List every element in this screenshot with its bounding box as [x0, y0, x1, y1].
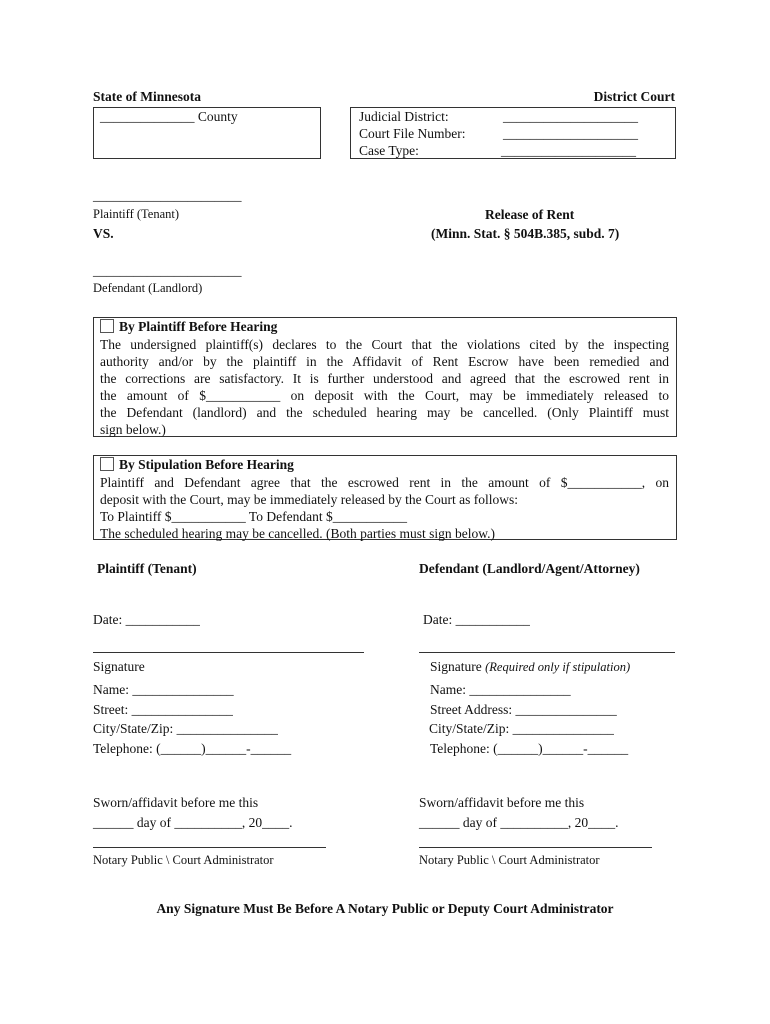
- option-stipulation-box: [93, 455, 677, 540]
- plaintiff-street-field[interactable]: Street: _______________: [93, 702, 233, 717]
- county-box: [93, 107, 321, 159]
- defendant-phone-field[interactable]: Telephone: (______)______-______: [430, 741, 629, 756]
- plaintiff-sworn-date-field[interactable]: ______ day of __________, 20____.: [93, 815, 293, 830]
- defendant-notary-line[interactable]: [419, 847, 652, 848]
- defendant-name-field[interactable]: ______________________: [93, 263, 242, 278]
- county-field[interactable]: ______________ County: [100, 109, 238, 124]
- defendant-signature-label: [430, 659, 630, 675]
- option-stipulation-heading-text: By Stipulation Before Hearing: [119, 457, 294, 472]
- case-type-label: Case Type:: [359, 143, 419, 158]
- state-heading: State of Minnesota: [93, 89, 201, 104]
- option-stipulation-heading: [100, 457, 294, 473]
- option-plaintiff-line: the corrections are satisfactory. It is further understood and agreed that the escrowed rent in: [100, 371, 669, 386]
- option-plaintiff-line: the amount of $___________ on deposit with the Court, may be immediately released to: [100, 388, 669, 403]
- court-heading: District Court: [593, 89, 675, 104]
- option-stipulation-checkbox[interactable]: [100, 457, 114, 471]
- plaintiff-notary-label: Notary Public \ Court Administrator: [93, 853, 274, 867]
- district-box: [350, 107, 676, 159]
- plaintiff-date-field[interactable]: Date: ___________: [93, 612, 200, 627]
- plaintiff-phone-field[interactable]: Telephone: (______)______-______: [93, 741, 292, 756]
- defendant-date-field[interactable]: Date: ___________: [423, 612, 530, 627]
- defendant-street-field[interactable]: Street Address: _______________: [430, 702, 617, 717]
- option-plaintiff-heading: [100, 319, 277, 335]
- plaintiff-sworn-text: Sworn/affidavit before me this: [93, 795, 259, 810]
- judicial-district-field[interactable]: ____________________: [503, 109, 638, 124]
- statute-citation: (Minn. Stat. § 504B.385, subd. 7): [431, 226, 620, 241]
- option-stipulation-line: deposit with the Court, may be immediately released by the Court as follows:: [100, 492, 519, 507]
- option-plaintiff-line: The undersigned plaintiff(s) declares to the Court that the violations cited by the inspecting: [100, 337, 669, 352]
- plaintiff-city-field[interactable]: City/State/Zip: _______________: [93, 721, 278, 736]
- defendant-city-field[interactable]: City/State/Zip: _______________: [429, 721, 614, 736]
- option-plaintiff-checkbox[interactable]: [100, 319, 114, 333]
- option-plaintiff-box: [93, 317, 677, 437]
- plaintiff-column-heading: Plaintiff (Tenant): [97, 561, 197, 576]
- option-plaintiff-line: sign below.): [100, 422, 166, 437]
- plaintiff-signature-label: Signature: [93, 659, 145, 674]
- option-plaintiff-heading-text: By Plaintiff Before Hearing: [119, 319, 278, 334]
- option-plaintiff-line: authority and/or by the plaintiff in the Affidavit of Rent Escrow have been remedied and: [100, 354, 669, 369]
- court-file-number-field[interactable]: ____________________: [503, 126, 638, 141]
- plaintiff-signature-line[interactable]: [93, 652, 364, 653]
- option-stipulation-text: [100, 474, 669, 542]
- option-plaintiff-text: [100, 336, 669, 438]
- footer-notice: Any Signature Must Be Before A Notary Public or Deputy Court Administrator: [156, 901, 614, 916]
- versus-label: VS.: [93, 226, 114, 241]
- option-stipulation-line: To Plaintiff $___________ To Defendant $___________: [100, 509, 407, 524]
- plaintiff-name-field[interactable]: ______________________: [93, 188, 242, 203]
- plaintiff-notary-line[interactable]: [93, 847, 326, 848]
- court-file-number-label: Court File Number:: [359, 126, 466, 141]
- form-title: Release of Rent: [485, 207, 575, 222]
- option-plaintiff-line: the Defendant (landlord) and the scheduled hearing may be cancelled. (Only Plaintiff must: [100, 405, 669, 420]
- defendant-sworn-text: Sworn/affidavit before me this: [419, 795, 585, 810]
- option-stipulation-line: The scheduled hearing may be cancelled. (Both parties must sign below.): [100, 526, 496, 541]
- judicial-district-label: Judicial District:: [359, 109, 449, 124]
- defendant-sworn-date-field[interactable]: ______ day of __________, 20____.: [419, 815, 619, 830]
- plaintiff-label: Plaintiff (Tenant): [93, 207, 180, 221]
- defendant-label: Defendant (Landlord): [93, 281, 203, 295]
- defendant-signature-line[interactable]: [419, 652, 675, 653]
- case-type-field[interactable]: ____________________: [501, 143, 636, 158]
- option-stipulation-line: Plaintiff and Defendant agree that the escrowed rent in the amount of $___________, on: [100, 475, 669, 490]
- defendant-notary-label: Notary Public \ Court Administrator: [419, 853, 600, 867]
- defendant-column-heading: Defendant (Landlord/Agent/Attorney): [419, 561, 640, 576]
- defendant-name-line[interactable]: Name: _______________: [430, 682, 571, 697]
- plaintiff-name-line[interactable]: Name: _______________: [93, 682, 234, 697]
- defendant-signature-text: Signature: [430, 659, 482, 674]
- signature-requirement-note: (Required only if stipulation): [485, 660, 631, 674]
